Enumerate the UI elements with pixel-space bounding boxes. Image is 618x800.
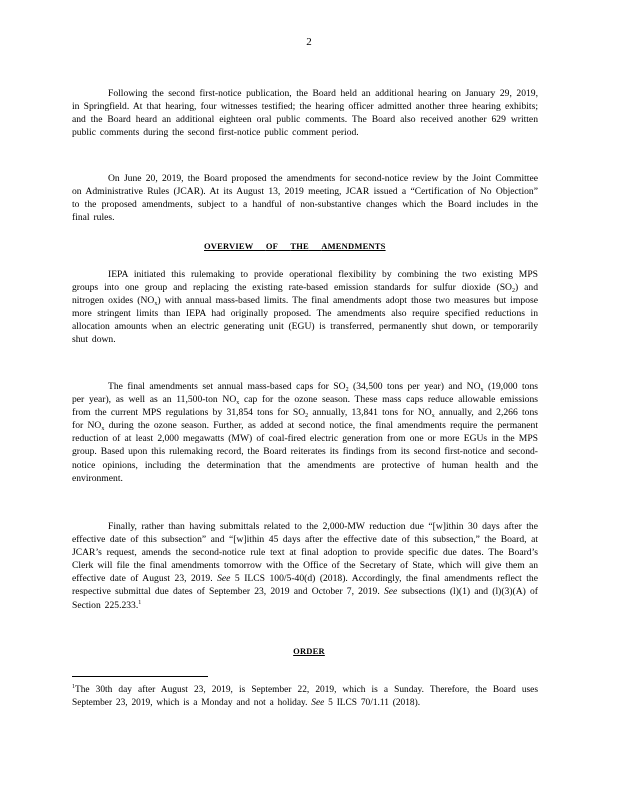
paragraph-mass-caps xyxy=(72,380,538,485)
footnote-text: The 30th day after August 23, 2019, is September 22, 2019, which is a Sunday. Therefore, the Board uses September 23, 2019, which is a Monday and not a holiday. xyxy=(72,685,538,708)
paragraph-jcar xyxy=(72,172,538,224)
heading-order xyxy=(0,646,618,656)
footnote-marker: 1 xyxy=(72,684,75,690)
footnote-reference: 1 xyxy=(138,599,142,606)
paragraph-initiation xyxy=(72,268,538,347)
paragraph-text: On June 20, 2019, the Board proposed the amendments for second-notice review by the Joint Committee on Administrative Rules (JCAR). At its August 13, 2019 meeting, JCAR issued a “Certification of No Objection” to the proposed amendments, subject to a handful of non-substantive changes which the Board includes in the final rules. xyxy=(72,173,538,224)
paragraph-due-dates xyxy=(72,520,538,612)
paragraph-text: Following the second first-notice publication, the Board held an additional hearing on January 29, 2019, in Springfield. At that hearing, four witnesses testified; the hearing officer admitted another three hearing exhibits; and the Board heard an additional eighteen oral public comments. The Board also received another 629 written public comments during the second first-notice public comment period. xyxy=(72,88,538,139)
heading-overview-text: OVERVIEW OF THE AMENDMENTS xyxy=(204,241,386,251)
page-number: 2 xyxy=(306,36,312,48)
paragraph-text: The final amendments set annual mass-based caps for $SO_2$ (34,500 tons per year) and $NO_x$ (19,000 tons per year), as well as an 11,500-ton $NO_x$ cap for the ozone season. These mass caps reduce allowable emissions from the current MPS regulations by 31,854 tons for $SO_2$ annually, 13,841 tons for $NO_x$ annually, and 2,266 tons for $NO_x$ during the ozone season. Further, as added at second notice, the final amendments require the permanent reduction of at least 2,000 megawatts (MW) of coal-fired electric generation from one or more EGUs in the MPS group. Based upon this rulemaking record, the Board reiterates its findings from its second first-notice and second-notice opinions, including the determination that the amendments are protective of human health and the environment. xyxy=(72,381,538,484)
heading-overview xyxy=(0,241,618,251)
paragraph-hearing xyxy=(72,87,538,139)
paragraph-text: IEPA initiated this rulemaking to provide operational flexibility by combining the two existing MPS groups into one group and replacing the existing rate-based emission standards for sulfur dioxide $(SO_2)$ and nitrogen oxides $(NO_x)$ with annual mass-based limits. The final amendments adopt those two measures but impose more stringent limits than IEPA had originally proposed. The amendments also require specified reductions in allocation amounts when an electric generating unit (EGU) is transferred, permanently shut down, or temporarily shut down. xyxy=(72,269,539,346)
footnote: $^1$The 30th day after August 23, 2019, is September 22, 2019, which is a Sunday. Therefore, the Board uses September 23, 2019, which is a Monday and not a holiday. See 5 ILCS 70/1.11 (2018). xyxy=(72,684,538,708)
heading-order-text: ORDER xyxy=(293,646,325,656)
paragraph-text: Finally, rather than having submittals related to the 2,000-MW reduction due “[w]ithin 30 days after the effective date of this subsection” and “[w]ithin 45 days after the effective date of this subsection,” the Board, at JCAR’s request, amends the second-notice rule text at final adoption to provide specific due dates. The Board’s Clerk will file the final amendments tomorrow with the Office of the Secretary of State, which will give them an effective date of August 23, 2019. See 5 ILCS 100/5-40(d) (2018). Accordingly, the final amendments reflect the respective submittal due dates of September 23, 2019 and October 7, 2019. See subsections (l)(1) and (l)(3)(A) of Section 225.233.$^1$ xyxy=(72,521,538,611)
footnote-divider xyxy=(72,676,208,677)
